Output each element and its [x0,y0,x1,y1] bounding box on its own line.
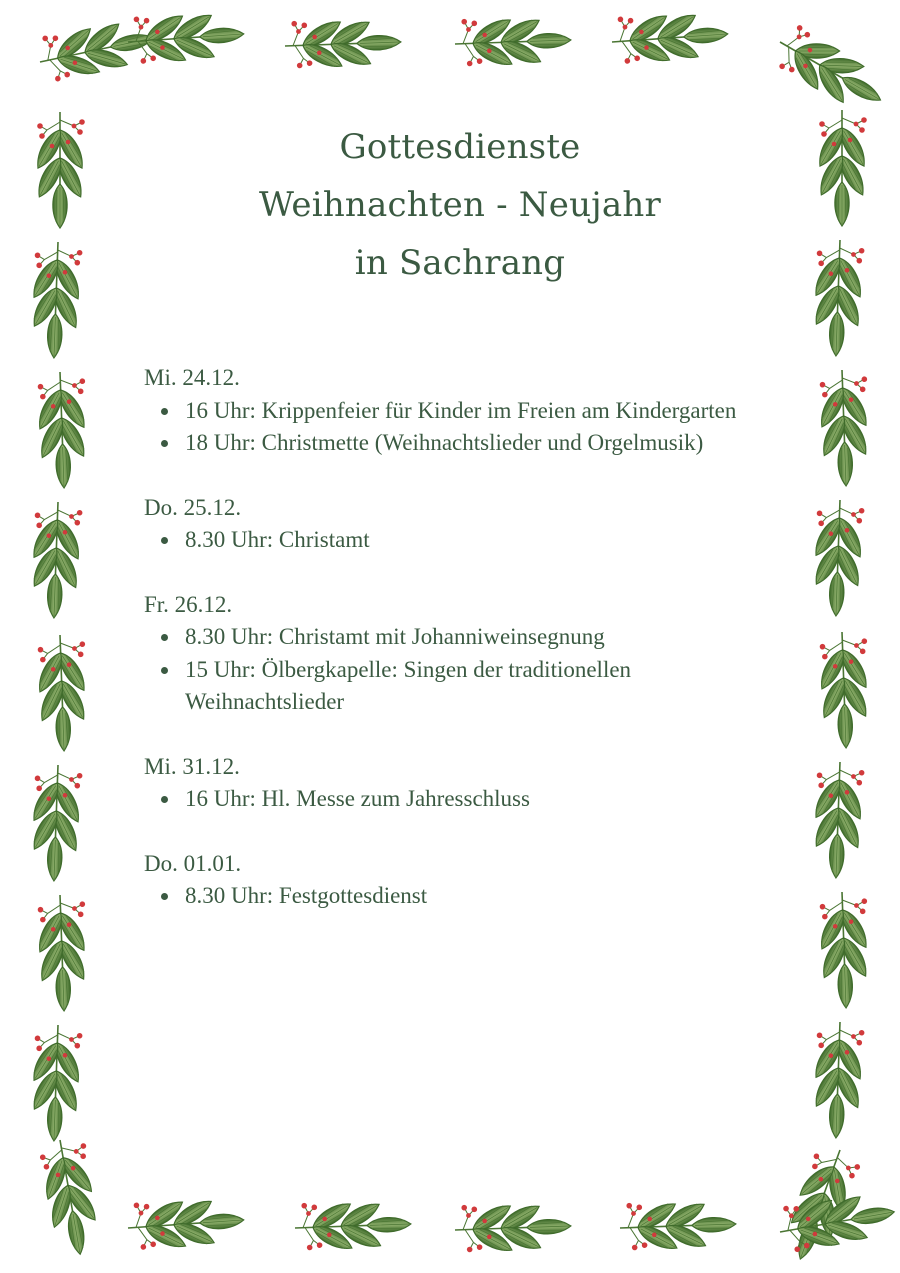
bullet-icon [161,440,168,447]
service-item [144,621,744,654]
bullet-icon [161,408,168,415]
title-line-2: Weihnachten - Neujahr [259,185,661,225]
day-section [144,362,744,460]
service-text: 16 Uhr: Hl. Messe zum Jahresschluss [185,786,530,811]
service-list [144,621,744,719]
bullet-icon [161,893,168,900]
service-list [144,395,744,460]
day-section [144,589,744,719]
day-label: Mi. 24.12. [144,365,240,390]
service-text: 16 Uhr: Krippenfeier für Kinder im Freien am Kindergarten [185,397,737,423]
service-text: 8.30 Uhr: Festgottesdienst [185,883,428,908]
service-text: 18 Uhr: Christmette (Weihnachtslieder und Orgelmusik) [185,430,704,455]
service-list [144,880,744,913]
bullet-icon [161,634,168,641]
service-item [144,783,744,816]
service-text: 15 Uhr: Ölbergkapelle: Singen der traditionellen Weihnachtslieder [185,656,632,714]
service-text: 8.30 Uhr: Christamt [185,527,370,552]
bullet-icon [161,667,168,674]
service-item [144,395,744,428]
service-schedule [144,362,744,945]
title-line-3: in Sachrang [354,243,566,283]
day-section [144,848,744,913]
bullet-icon [161,796,168,803]
service-list [144,783,744,816]
service-item [144,524,744,557]
service-item [144,880,744,913]
day-label: Fr. 26.12. [144,591,233,617]
day-label: Do. 01.01. [144,850,242,876]
day-section [144,492,744,557]
service-text: 8.30 Uhr: Christamt mit Johanniweinsegnung [185,624,605,649]
page-title [0,118,900,292]
title-line-1: Gottesdienste [339,127,581,167]
bullet-icon [161,537,168,544]
service-item [144,654,744,719]
service-list [144,524,744,557]
day-label: Mi. 31.12. [144,753,240,779]
day-section [144,751,744,816]
day-label: Do. 25.12. [144,494,242,520]
service-item [144,427,744,460]
